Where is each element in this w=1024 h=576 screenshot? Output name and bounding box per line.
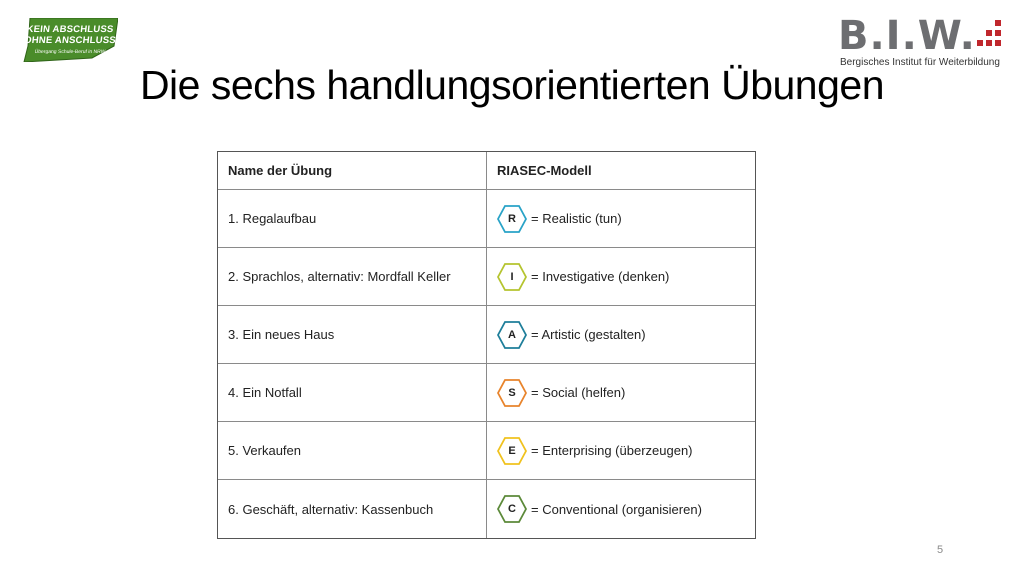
exercise-name: 5. Verkaufen <box>218 422 487 479</box>
riasec-description: = Investigative (denken) <box>531 269 670 284</box>
riasec-letter: A <box>508 328 516 341</box>
riasec-hexagon-icon <box>497 494 527 524</box>
riasec-cell <box>487 364 755 421</box>
riasec-cell <box>487 190 755 247</box>
biw-subtitle: Bergisches Institut für Weiterbildung <box>840 57 1000 68</box>
table-row <box>218 480 755 538</box>
riasec-description: = Conventional (organisieren) <box>531 501 702 517</box>
riasec-hexagon-icon <box>497 204 527 234</box>
header-riasec-model: RIASEC-Modell <box>497 163 592 178</box>
riasec-cell <box>487 248 755 305</box>
table-row <box>218 306 755 364</box>
riasec-letter: S <box>508 386 516 399</box>
logo-left-line2: OHNE ANSCHLUSS <box>23 35 117 46</box>
biw-logo-mark: B.I.W. <box>838 13 976 59</box>
riasec-hexagon-icon <box>497 436 527 466</box>
table-row <box>218 190 755 248</box>
riasec-letter: R <box>508 212 516 225</box>
riasec-letter: C <box>508 503 516 515</box>
exercise-table <box>217 151 756 539</box>
exercise-name: 2. Sprachlos, alternativ: Mordfall Keller <box>218 248 487 305</box>
kein-abschluss-logo <box>22 18 118 62</box>
slide-title: Die sechs handlungsorientierten Übungen <box>139 62 885 108</box>
table-row <box>218 422 755 480</box>
riasec-letter: E <box>508 444 516 457</box>
logo-left-line1: KEIN ABSCHLUSS <box>25 24 115 35</box>
riasec-letter: I <box>510 270 514 283</box>
exercise-name: 6. Geschäft, alternativ: Kassenbuch <box>218 480 487 538</box>
exercise-name: 1. Regalaufbau <box>218 190 487 247</box>
logo-left-line3: Übergang Schule-Beruf in NRW <box>34 49 106 55</box>
exercise-name: 4. Ein Notfall <box>218 364 487 421</box>
biw-dots-icon <box>976 18 1004 54</box>
riasec-hexagon-icon <box>497 378 527 408</box>
riasec-hexagon-icon <box>497 320 527 350</box>
riasec-cell <box>487 480 755 538</box>
riasec-description: = Realistic (tun) <box>531 211 622 226</box>
riasec-description: = Enterprising (überzeugen) <box>531 443 693 458</box>
table-header-row <box>218 152 755 190</box>
header-exercise-name: Name der Übung <box>218 152 487 189</box>
table-row <box>218 364 755 422</box>
riasec-hexagon-icon <box>497 262 527 292</box>
riasec-description: = Artistic (gestalten) <box>531 327 646 342</box>
page-number: 5 <box>936 544 944 556</box>
riasec-cell <box>487 306 755 363</box>
riasec-cell <box>487 422 755 479</box>
table-row <box>218 248 755 306</box>
exercise-name: 3. Ein neues Haus <box>218 306 487 363</box>
riasec-description: = Social (helfen) <box>531 385 626 400</box>
